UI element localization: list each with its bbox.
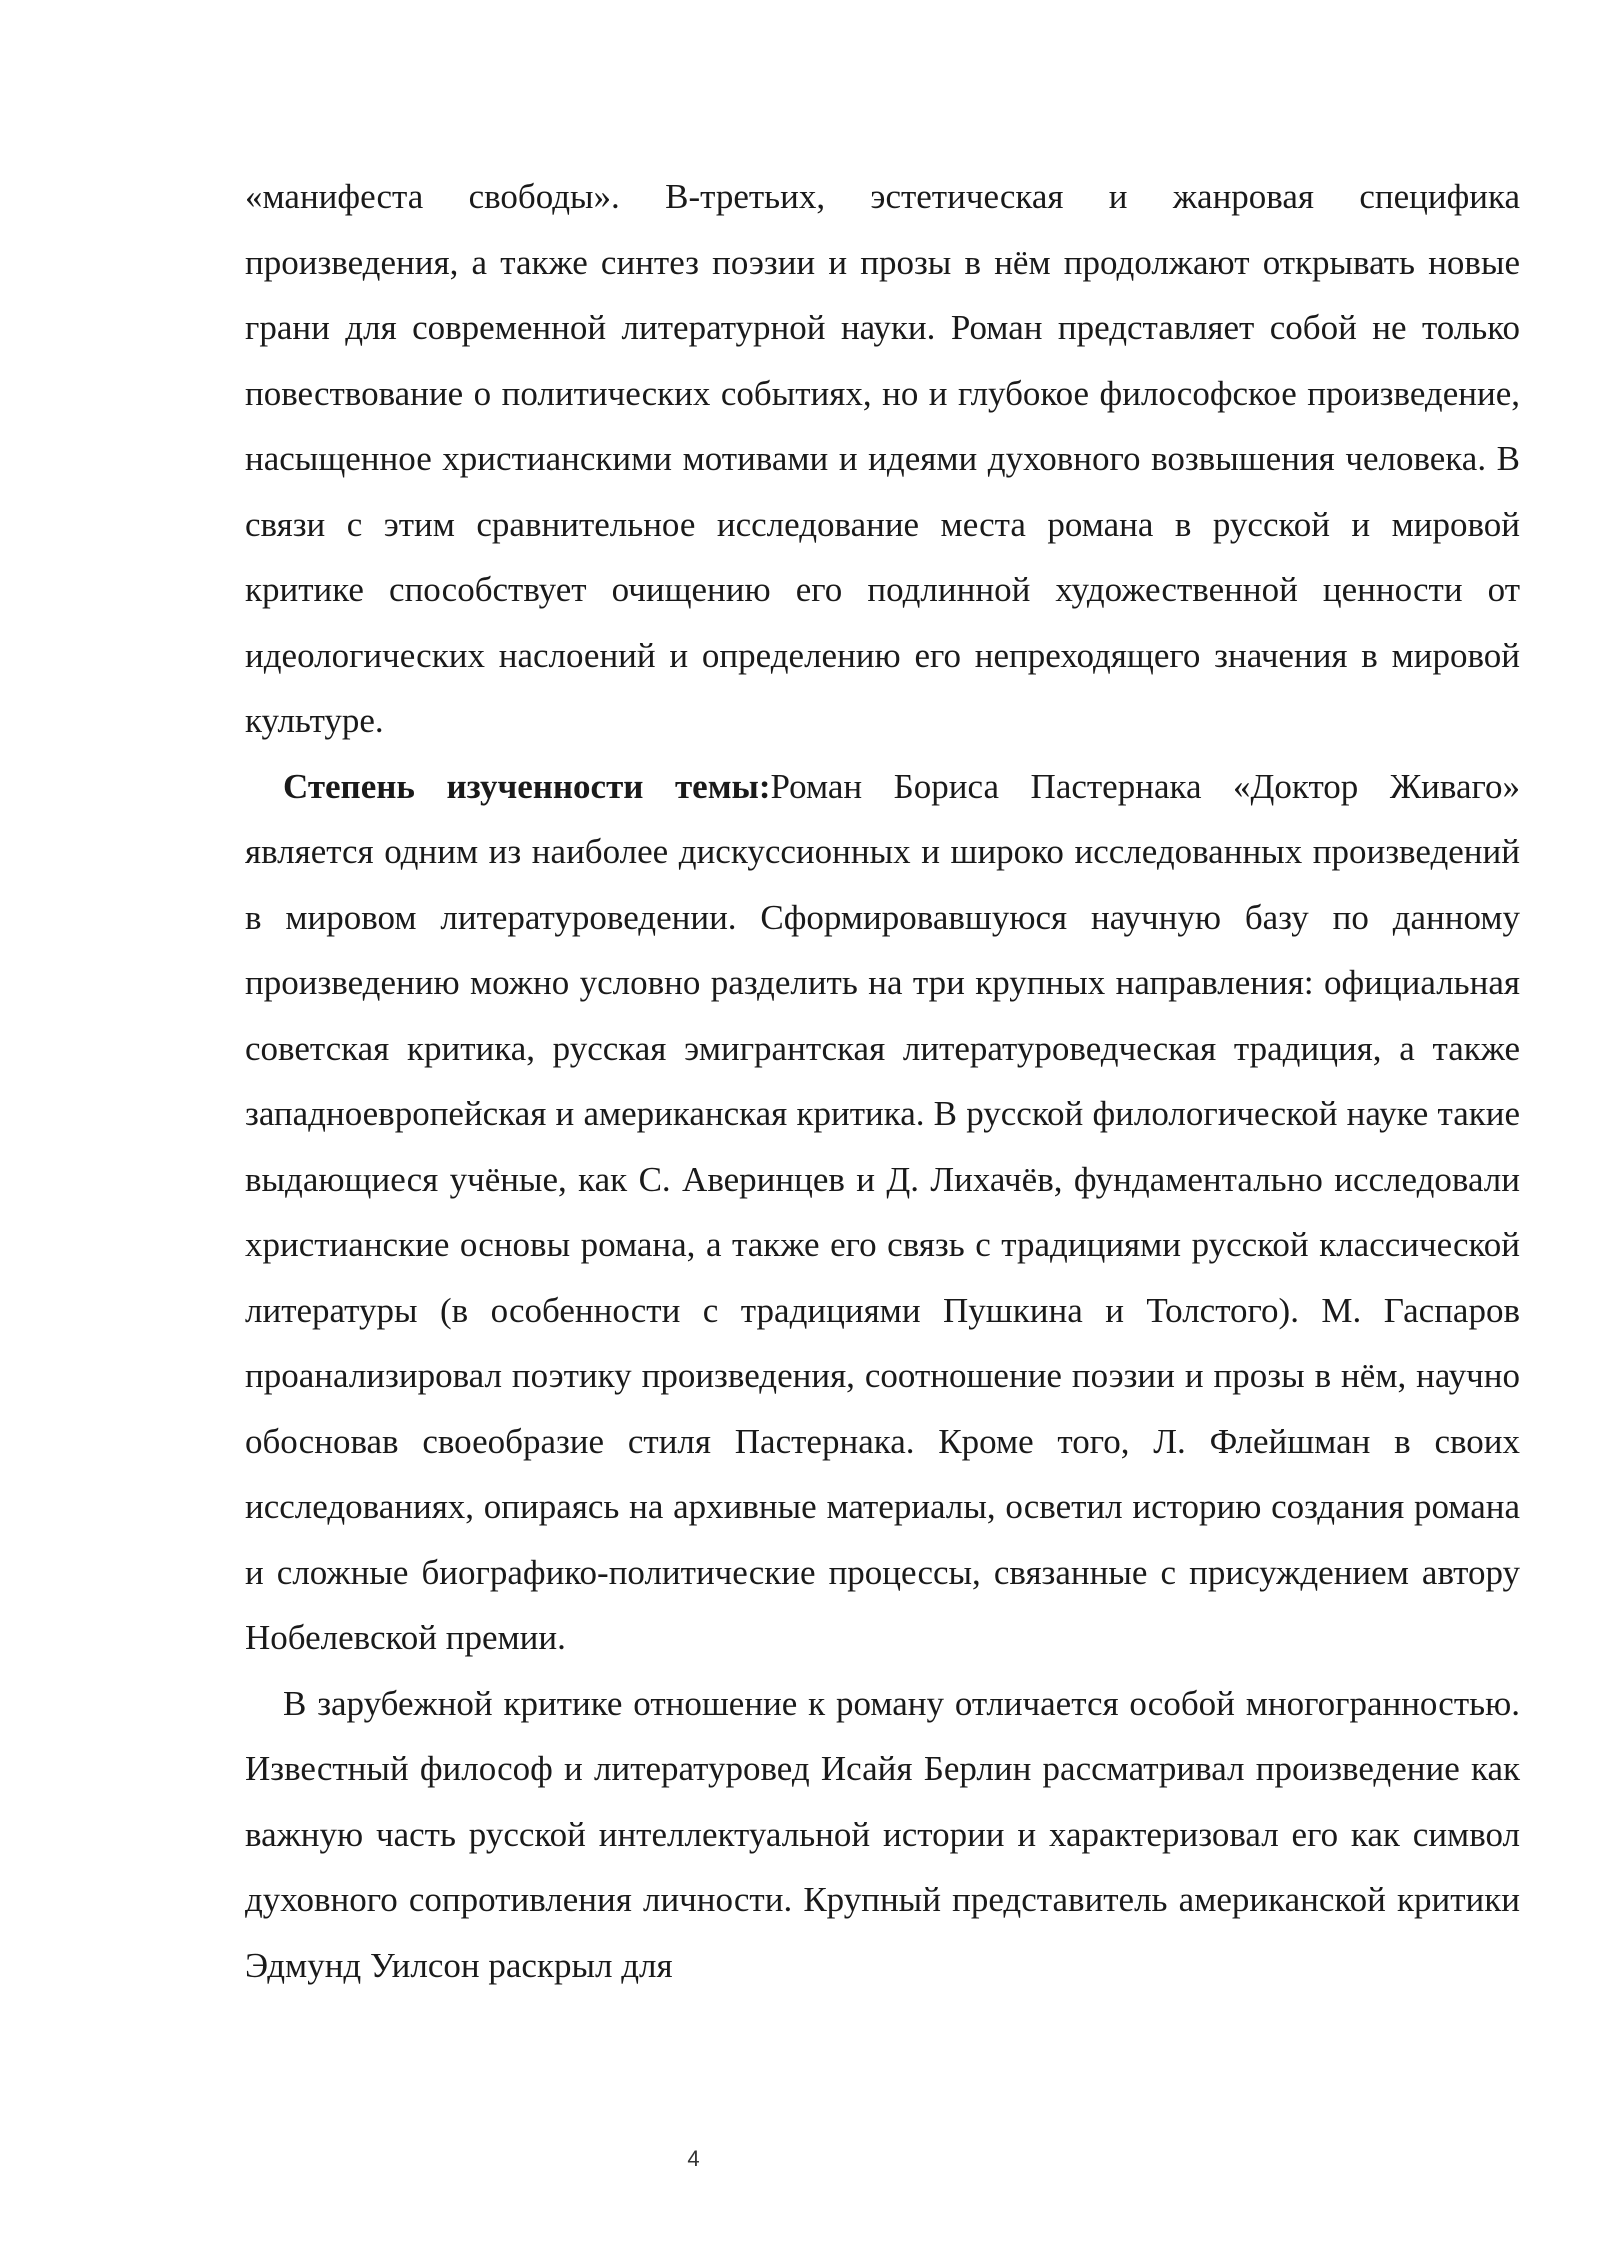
paragraph-2 [245,754,1520,1671]
paragraph-3: В зарубежной критике отношение к роману отличается особой многогранностью. Известный философ и литературовед Исайя Берлин рассматривал произведение как важную часть русской интеллектуальной истории и характеризовал его как символ духовного сопротивления личности. Крупный представитель американской критики Эдмунд Уилсон раскрыл для [245,1683,1520,1985]
paragraph-2-body: Роман Бориса Пастернака «Доктор Живаго» является одним из наиболее дискуссионных и широко исследованных произведений в мировом литературоведении. Сформировавшуюся научную базу по данному произведению можно условно разделить на три крупных направления: официальная советская критика, русская эмигрантская литературоведческая традиция, а также западноевропейская и американская критика. В русской филологической науке такие выдающиеся учёные, как С. Аверинцев и Д. Лихачёв, фундаментально исследовали христианские основы романа, а также его связь с традициями русской классической литературы (в особенности с традициями Пушкина и Толстого). М. Гаспаров проанализировал поэтику произведения, соотношение поэзии и прозы в нём, научно обосновав своеобразие стиля Пастернака. Кроме того, Л. Флейшман в своих исследованиях, опираясь на архивные материалы, осветил историю создания романа и сложные биографико-политические процессы, связанные с присуждением автору Нобелевской премии. [245,766,1520,1657]
body-text [245,164,1520,1998]
paragraph-2-heading: Степень изученности темы: [283,766,771,806]
paragraph-1: «манифеста свободы». В-третьих, эстетическая и жанровая специфика произведения, а также синтез поэзии и прозы в нём продолжают открывать новые грани для современной литературной науки. Роман представляет собой не только повествование о политических событиях, но и глубокое философское произведение, насыщенное христианскими мотивами и идеями духовного возвышения человека. В связи с этим сравнительное исследование места романа в русской и мировой критике способствует очищению его подлинной художественной ценности от идеологических наслоений и определению его непреходящего значения в мировой культуре. [245,177,1520,740]
page-number: 4 [687,2146,700,2171]
